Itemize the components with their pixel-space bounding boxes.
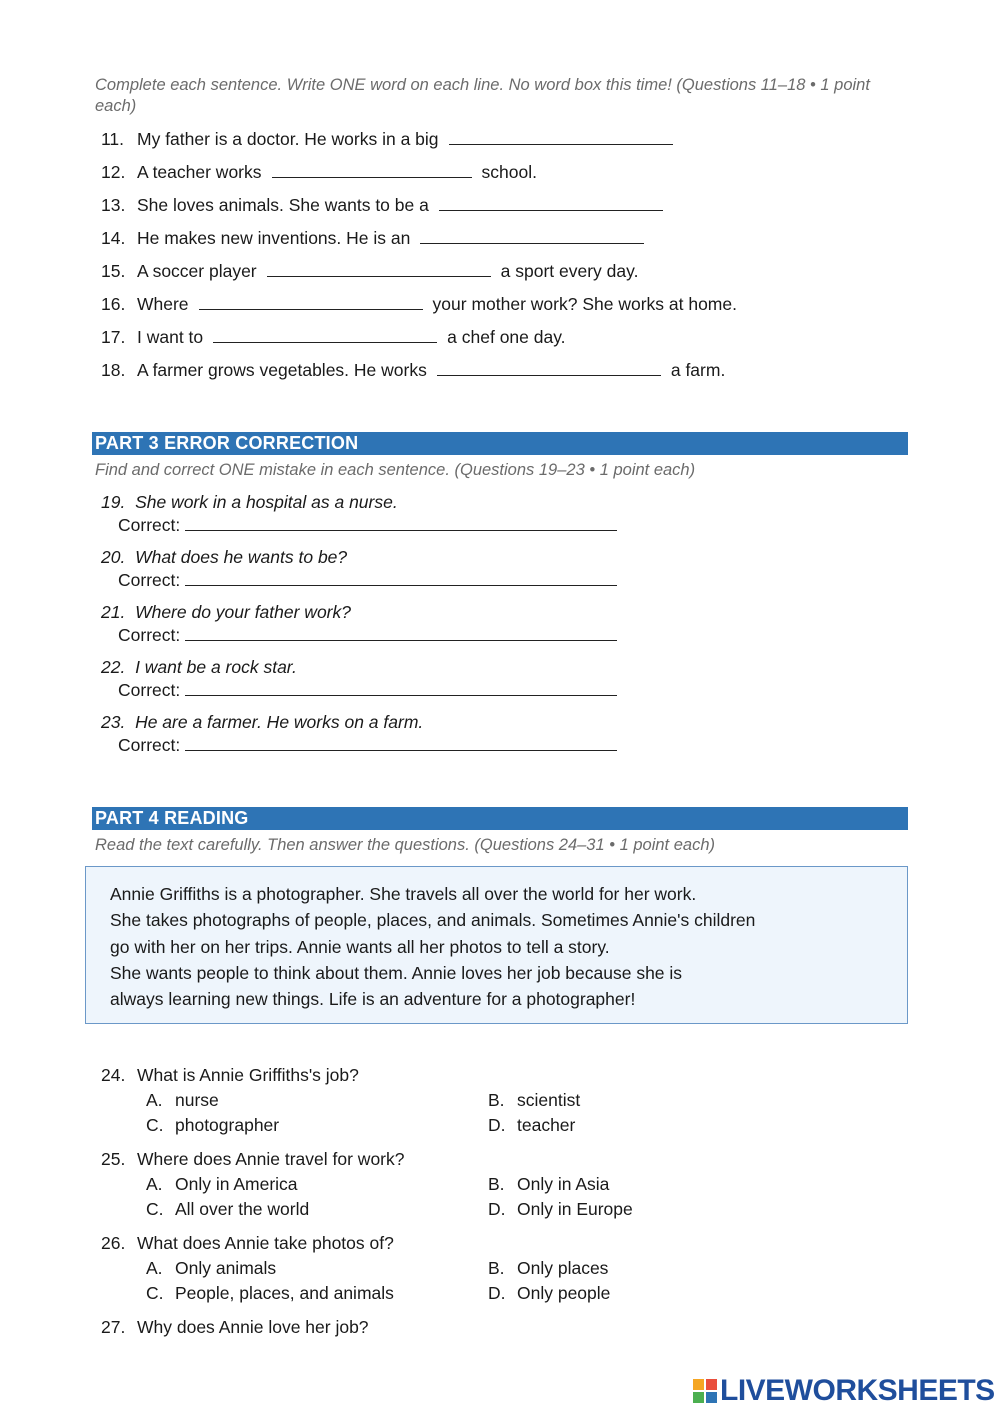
question-stem: What is Annie Griffiths's job? [137,1065,359,1085]
option-d[interactable]: D. Only people [488,1283,611,1303]
question-text: He makes new inventions. He is an [137,228,411,248]
question-15 [101,260,638,282]
sentence-text: Where do your father work? [135,602,351,622]
question-number: 21. [101,602,126,622]
correction-input[interactable] [185,624,617,641]
question-number: 23. [101,712,126,732]
question-17 [101,326,566,348]
correction-row-22 [118,679,617,701]
part3-instruction: Find and correct ONE mistake in each sentence. (Questions 19–23 • 1 point each) [95,461,696,479]
question-number: 17. [101,327,126,347]
error-sentence-19 [101,491,398,513]
correct-label: Correct: [118,515,181,535]
question-14 [101,227,654,249]
question-stem: What does Annie take photos of? [137,1233,394,1253]
correct-label: Correct: [118,570,181,590]
passage-line: go with her on her trips. Annie wants all her photos to tell a story. [110,936,610,957]
question-number: 22. [101,657,126,677]
question-number: 19. [101,492,126,512]
sentence-text: He are a farmer. He works on a farm. [135,712,424,732]
question-18 [101,359,725,381]
question-text-after: your mother work? She works at home. [432,294,737,314]
answer-blank[interactable] [420,227,644,244]
option-d[interactable]: D. teacher [488,1115,576,1135]
question-text: She loves animals. She wants to be a [137,195,429,215]
part4-heading: PART 4 READING [92,807,908,830]
question-text-after: school. [481,162,537,182]
answer-blank[interactable] [439,194,663,211]
correction-input[interactable] [185,734,617,751]
answer-blank[interactable] [267,260,491,277]
question-text: A farmer grows vegetables. He works [137,360,427,380]
answer-blank[interactable] [437,359,661,376]
option-b[interactable]: B. Only in Asia [488,1174,610,1194]
question-stem: Why does Annie love her job? [137,1317,369,1337]
question-26 [101,1232,394,1254]
question-number: 18. [101,360,126,380]
error-sentence-22 [101,656,297,678]
question-number: 14. [101,228,126,248]
question-16 [101,293,737,315]
option-c[interactable]: C. People, places, and animals [146,1283,394,1303]
option-b[interactable]: B. scientist [488,1090,581,1110]
question-25 [101,1148,405,1170]
question-13 [101,194,673,216]
correction-row-21 [118,624,617,646]
error-sentence-23 [101,711,423,733]
correction-input[interactable] [185,569,617,586]
option-a[interactable]: A. Only in America [146,1174,298,1194]
question-number: 11. [101,129,125,149]
liveworksheets-logo [693,1374,995,1407]
question-text-after: a farm. [670,360,726,380]
answer-blank[interactable] [449,128,673,145]
question-12 [101,161,537,183]
correction-row-23 [118,734,617,756]
error-sentence-21 [101,601,351,623]
question-number: 13. [101,195,126,215]
answer-blank[interactable] [213,326,437,343]
question-number: 24. [101,1065,126,1085]
question-text: A teacher works [137,162,262,182]
logo-text: LIVEWORKSHEETS [720,1374,995,1407]
option-a[interactable]: A. nurse [146,1090,219,1110]
question-number: 15. [101,261,126,281]
correction-row-19 [118,514,617,536]
error-sentence-20 [101,546,347,568]
question-stem: Where does Annie travel for work? [137,1149,405,1169]
sentence-text: She work in a hospital as a nurse. [135,492,398,512]
part3-heading: PART 3 ERROR CORRECTION [92,432,908,455]
question-text: My father is a doctor. He works in a big [137,129,439,149]
passage-line: She wants people to think about them. Annie loves her job because she is [110,962,683,983]
correct-label: Correct: [118,735,181,755]
question-text: A soccer player [137,261,257,281]
question-27 [101,1316,369,1338]
passage-line: She takes photographs of people, places, and animals. Sometimes Annie's children [110,910,756,931]
question-text: Where [137,294,189,314]
question-number: 20. [101,547,126,567]
question-text-after: a chef one day. [447,327,566,347]
option-d[interactable]: D. Only in Europe [488,1199,633,1219]
question-24 [101,1064,359,1086]
answer-blank[interactable] [272,161,472,178]
correct-label: Correct: [118,625,181,645]
passage-line: Annie Griffiths is a photographer. She travels all over the world for her work. [110,884,697,904]
part4-instruction: Read the text carefully. Then answer the questions. (Questions 24–31 • 1 point each) [95,836,715,854]
question-number: 26. [101,1233,126,1253]
correction-row-20 [118,569,617,591]
correction-input[interactable] [185,679,617,696]
logo-mark-icon [693,1379,717,1403]
option-c[interactable]: C. photographer [146,1115,280,1135]
reading-passage [85,866,908,1024]
question-text-after: a sport every day. [500,261,639,281]
question-number: 16. [101,294,126,314]
sentence-text: What does he wants to be? [135,547,348,567]
answer-blank[interactable] [199,293,423,310]
option-c[interactable]: C. All over the world [146,1199,310,1219]
question-number: 25. [101,1149,126,1169]
question-number: 27. [101,1317,126,1337]
part2-instruction: Complete each sentence. Write ONE word on each line. No word box this time! (Questions 11–18 • 1 point each) [95,76,870,115]
correct-label: Correct: [118,680,181,700]
option-b[interactable]: B. Only places [488,1258,609,1278]
sentence-text: I want be a rock star. [135,657,297,677]
question-11 [101,128,683,150]
question-text: I want to [137,327,204,347]
question-number: 12. [101,162,126,182]
correction-input[interactable] [185,514,617,531]
passage-line: always learning new things. Life is an adventure for a photographer! [110,989,636,1010]
option-a[interactable]: A. Only animals [146,1258,277,1278]
